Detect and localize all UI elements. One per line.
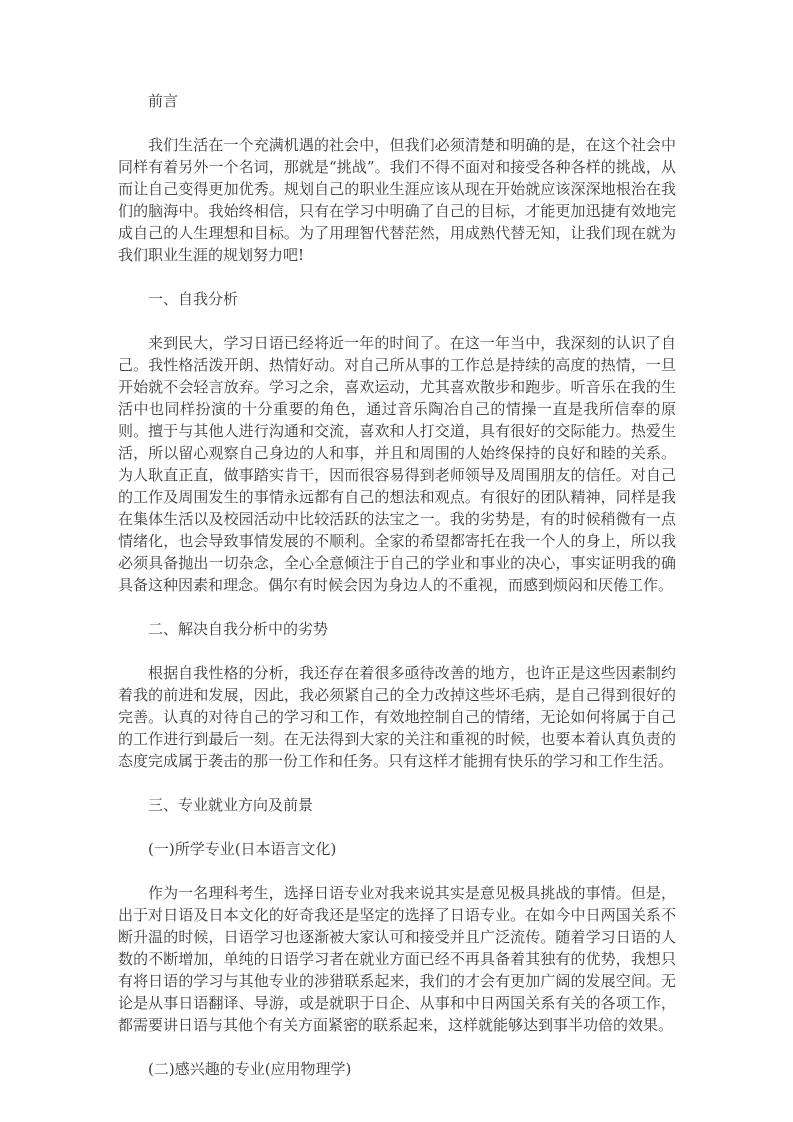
document-body [118,90,676,1080]
paragraph-self-analysis: 来到民大，学习日语已经将近一年的时间了。在这一年当中，我深刻的认识了自己。我性格活泼开朗、热情好动。对自己所从事的工作总是持续的高度的热情，一旦开始就不会轻言放弃。学习之余，喜欢运动，尤其喜欢散步和跑步。听音乐在我的生活中也同样扮演的十分重要的角色，通过音乐陶冶自己的情操一直是我所信奉的原则。擅于与其他人进行沟通和交流，喜欢和人打交道，具有很好的交际能力。热爱生活，所以留心观察自己身边的人和事，并且和周围的人始终保持的良好和睦的关系。为人耿直正直，做事踏实肯干，因而很容易得到老师领导及周围朋友的信任。对自己的工作及周围发生的事情永远都有自己的想法和观点。有很好的团队精神，同样是我在集体生活以及校园活动中比较活跃的法宝之一。我的劣势是，有的时候稍微有一点情绪化，也会导致事情发展的不顺利。全家的希望都寄托在我一个人的身上，所以我必须具备抛出一切杂念，全心全意倾注于自己的学业和事业的决心，事实证明我的确具备这种因素和理念。偶尔有时候会因为身边人的不重视，而感到烦闷和厌倦工作。 [118,334,676,594]
subsection-heading-3-1: (一)所学专业(日本语言文化) [148,840,337,858]
paragraph-resolve-weakness: 根据自我性格的分析，我还存在着很多亟待改善的地方，也许正是这些因素制约着我的前进和发展，因此，我必须紧自己的全力改掉这些坏毛病，是自己得到很好的完善。认真的对待自己的学习和工作，有效地控制自己的情绪，无论如何将属于自己的工作进行到最后一刻。在无法得到大家的关注和重视的时候，也要本着认真负责的态度完成属于袭击的那一份工作和任务。只有这样才能拥有快乐的学习和工作生活。 [118,664,676,770]
paragraph-preface: 我们生活在一个充满机遇的社会中，但我们必须清楚和明确的是，在这个社会中同样有着另外一个名词，那就是“挑战”。我们不得不面对和接受各种各样的挑战，从而让自己变得更加优秀。规划自己的职业生涯应该从现在开始就应该深深地根治在我们的脑海中。我始终相信，只有在学习中明确了自己的目标，才能更加迅捷有效地完成自己的人生理想和目标。为了用理智代替茫然，用成熟代替无知，让我们现在就为我们职业生涯的规划努力吧! [118,136,676,264]
section-heading-1: 一、自我分析 [148,290,239,308]
section-heading-3: 三、专业就业方向及前景 [148,796,314,814]
paragraph-major-japanese: 作为一名理科考生，选择日语专业对我来说其实是意见极具挑战的事情。但是，出于对日语及日本文化的好奇我还是坚定的选择了日语专业。在如今中日两国关系不断升温的时候，日语学习也逐渐被大家认可和接受并且广泛流传。随着学习日语的人数的不断增加，单纯的日语学习者在就业方面已经不再具备着其独有的优势，我想只有将日语的学习与其他专业的涉猎联系起来，我们的才会有更加广阔的发展空间。无论是从事日语翻译、导游，或是就职于日企、从事和中日两国关系有关的各项工作，都需要讲日语与其他个有关方面紧密的联系起来，这样就能够达到事半功倍的效果。 [118,884,676,1034]
subsection-heading-3-2: (二)感兴趣的专业(应用物理学) [148,1060,352,1078]
section-heading-2: 二、解决自我分析中的劣势 [148,620,329,638]
section-heading-preface: 前言 [148,92,179,110]
